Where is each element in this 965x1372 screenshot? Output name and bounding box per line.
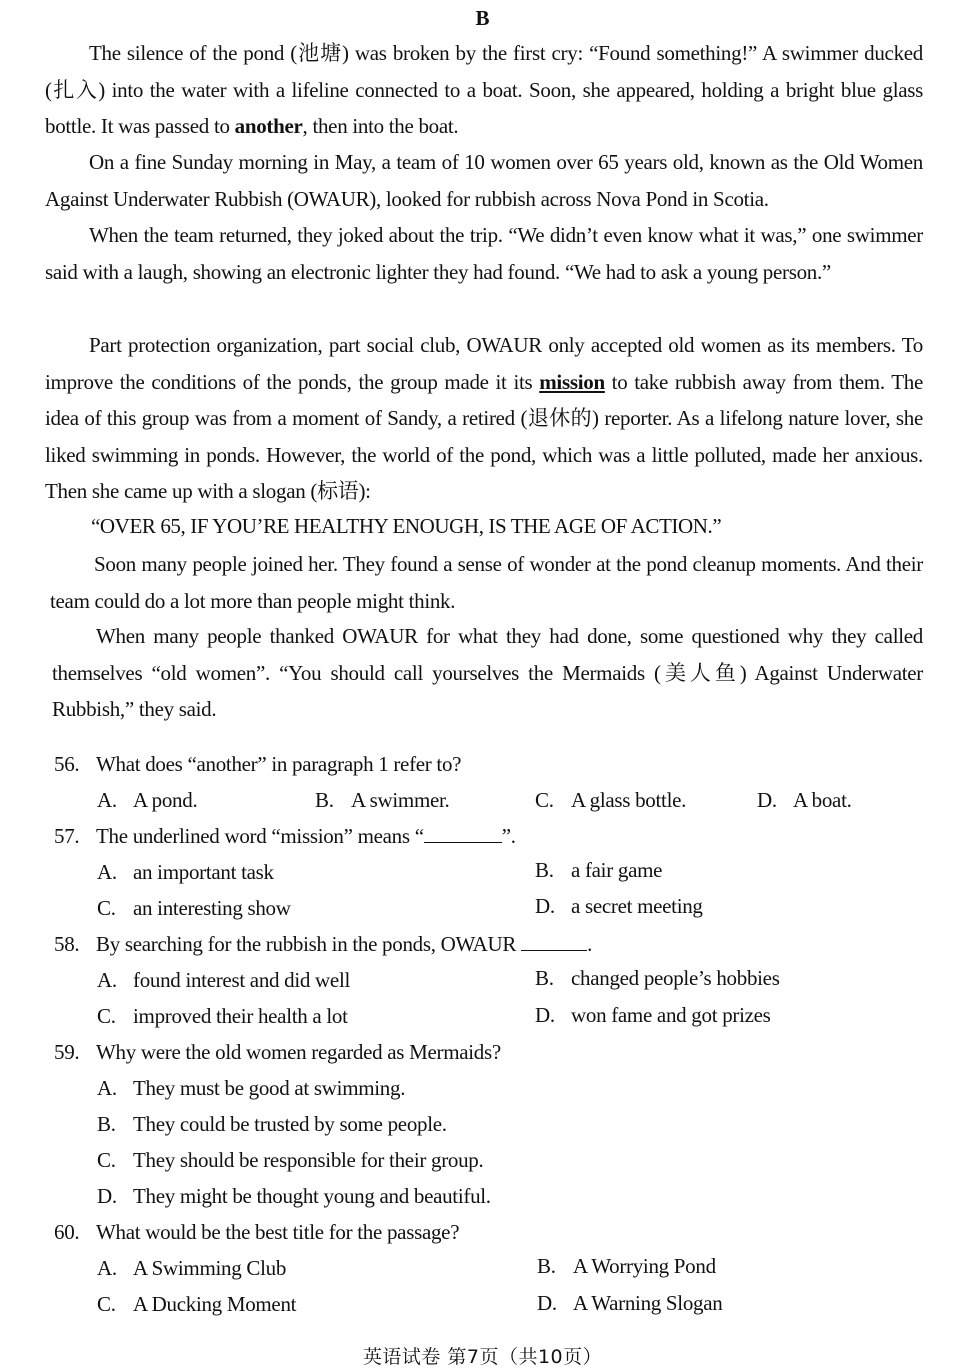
q56-option-a[interactable]: A. A pond. xyxy=(97,788,198,812)
underlined-word-mission: mission xyxy=(539,369,605,394)
q58-option-a[interactable]: A. found interest and did well xyxy=(97,968,351,992)
q56-option-b[interactable]: B. A swimmer. xyxy=(315,788,450,812)
q57-option-c[interactable]: C. an interesting show xyxy=(97,896,291,920)
q56-option-c[interactable]: C. A glass bottle. xyxy=(535,788,687,812)
question-58: 58. By searching for the rubbish in the ponds, OWAUR . xyxy=(54,932,593,956)
q60-option-d[interactable]: D. A Warning Slogan xyxy=(537,1291,723,1315)
q59-option-b[interactable]: B. They could be trusted by some people. xyxy=(97,1112,447,1136)
q59-option-a[interactable]: A. They must be good at swimming. xyxy=(97,1076,406,1100)
paragraph-5: Soon many people joined her. They found a sense of wonder at the pond cleanup moments. And their team could do a lot more than people might think. xyxy=(50,552,923,613)
paragraph-2: On a fine Sunday morning in May, a team of 10 women over 65 years old, known as the Old Women Against Underwater Rubbish (OWAUR), looked for rubbish across Nova Pond in Scotia. xyxy=(45,150,923,211)
q58-option-d[interactable]: D. won fame and got prizes xyxy=(535,1003,771,1027)
question-number: 56. xyxy=(54,752,80,776)
paragraph-4: Part protection organization, part social club, OWAUR only accepted old women as its members. To improve the conditions of the ponds, the group made it its mission to take rubbish away from them. The idea of this group was from a moment of Sandy, a retired (退休的) reporter. As a lifelong nature lover, she liked swimming in ponds. However, the world of the pond, which was a little polluted, made her anxious. Then she came up with a slogan (标语): xyxy=(45,333,923,504)
paragraph-6: When many people thanked OWAUR for what they had done, some questioned why they called themselves “old women”. “You should call yourselves the Mermaids (美人鱼) Against Underwater Rubbish,” they said. xyxy=(52,624,923,722)
answer-blank xyxy=(521,932,587,951)
q60-option-a[interactable]: A. A Swimming Club xyxy=(97,1256,287,1280)
question-60: 60. What would be the best title for the passage? xyxy=(54,1220,460,1244)
question-text: What does “another” in paragraph 1 refer to? xyxy=(96,752,462,776)
q60-option-c[interactable]: C. A Ducking Moment xyxy=(97,1292,297,1316)
paragraph-1: The silence of the pond (池塘) was broken by the first cry: “Found something!” A swimmer ducked (扎入) into the water with a lifeline connected to a boat. Soon, she appeared, holding a bright blue glass bottle. It was passed to another, then into the boat. xyxy=(45,41,923,139)
q56-option-d[interactable]: D. A boat. xyxy=(757,788,852,812)
q59-option-c[interactable]: C. They should be responsible for their group. xyxy=(97,1148,484,1172)
slogan-quote: “OVER 65, IF YOU’RE HEALTHY ENOUGH, IS THE AGE OF ACTION.” xyxy=(91,514,722,538)
question-56 xyxy=(54,746,461,782)
paragraph-3: When the team returned, they joked about the trip. “We didn’t even know what it was,” one swimmer said with a laugh, showing an electronic lighter they had found. “We had to ask a young person.” xyxy=(45,223,923,284)
bold-word-another: another xyxy=(234,114,303,139)
question-59: 59. Why were the old women regarded as Mermaids? xyxy=(54,1040,501,1064)
q58-option-c[interactable]: C. improved their health a lot xyxy=(97,1004,348,1028)
q57-option-b[interactable]: B. a fair game xyxy=(535,858,663,882)
q60-option-b[interactable]: B. A Worrying Pond xyxy=(537,1254,716,1278)
question-57: 57. The underlined word “mission” means “ ”. xyxy=(54,824,516,848)
page-footer: 英语试卷 第7页（共10页） xyxy=(362,1346,603,1368)
answer-blank xyxy=(424,824,502,843)
q57-option-a[interactable]: A. an important task xyxy=(97,860,274,884)
q57-option-d[interactable]: D. a secret meeting xyxy=(535,894,703,918)
q58-option-b[interactable]: B. changed people’s hobbies xyxy=(535,966,780,990)
section-heading: B xyxy=(475,6,490,30)
q59-option-d[interactable]: D. They might be thought young and beautiful. xyxy=(97,1184,491,1208)
